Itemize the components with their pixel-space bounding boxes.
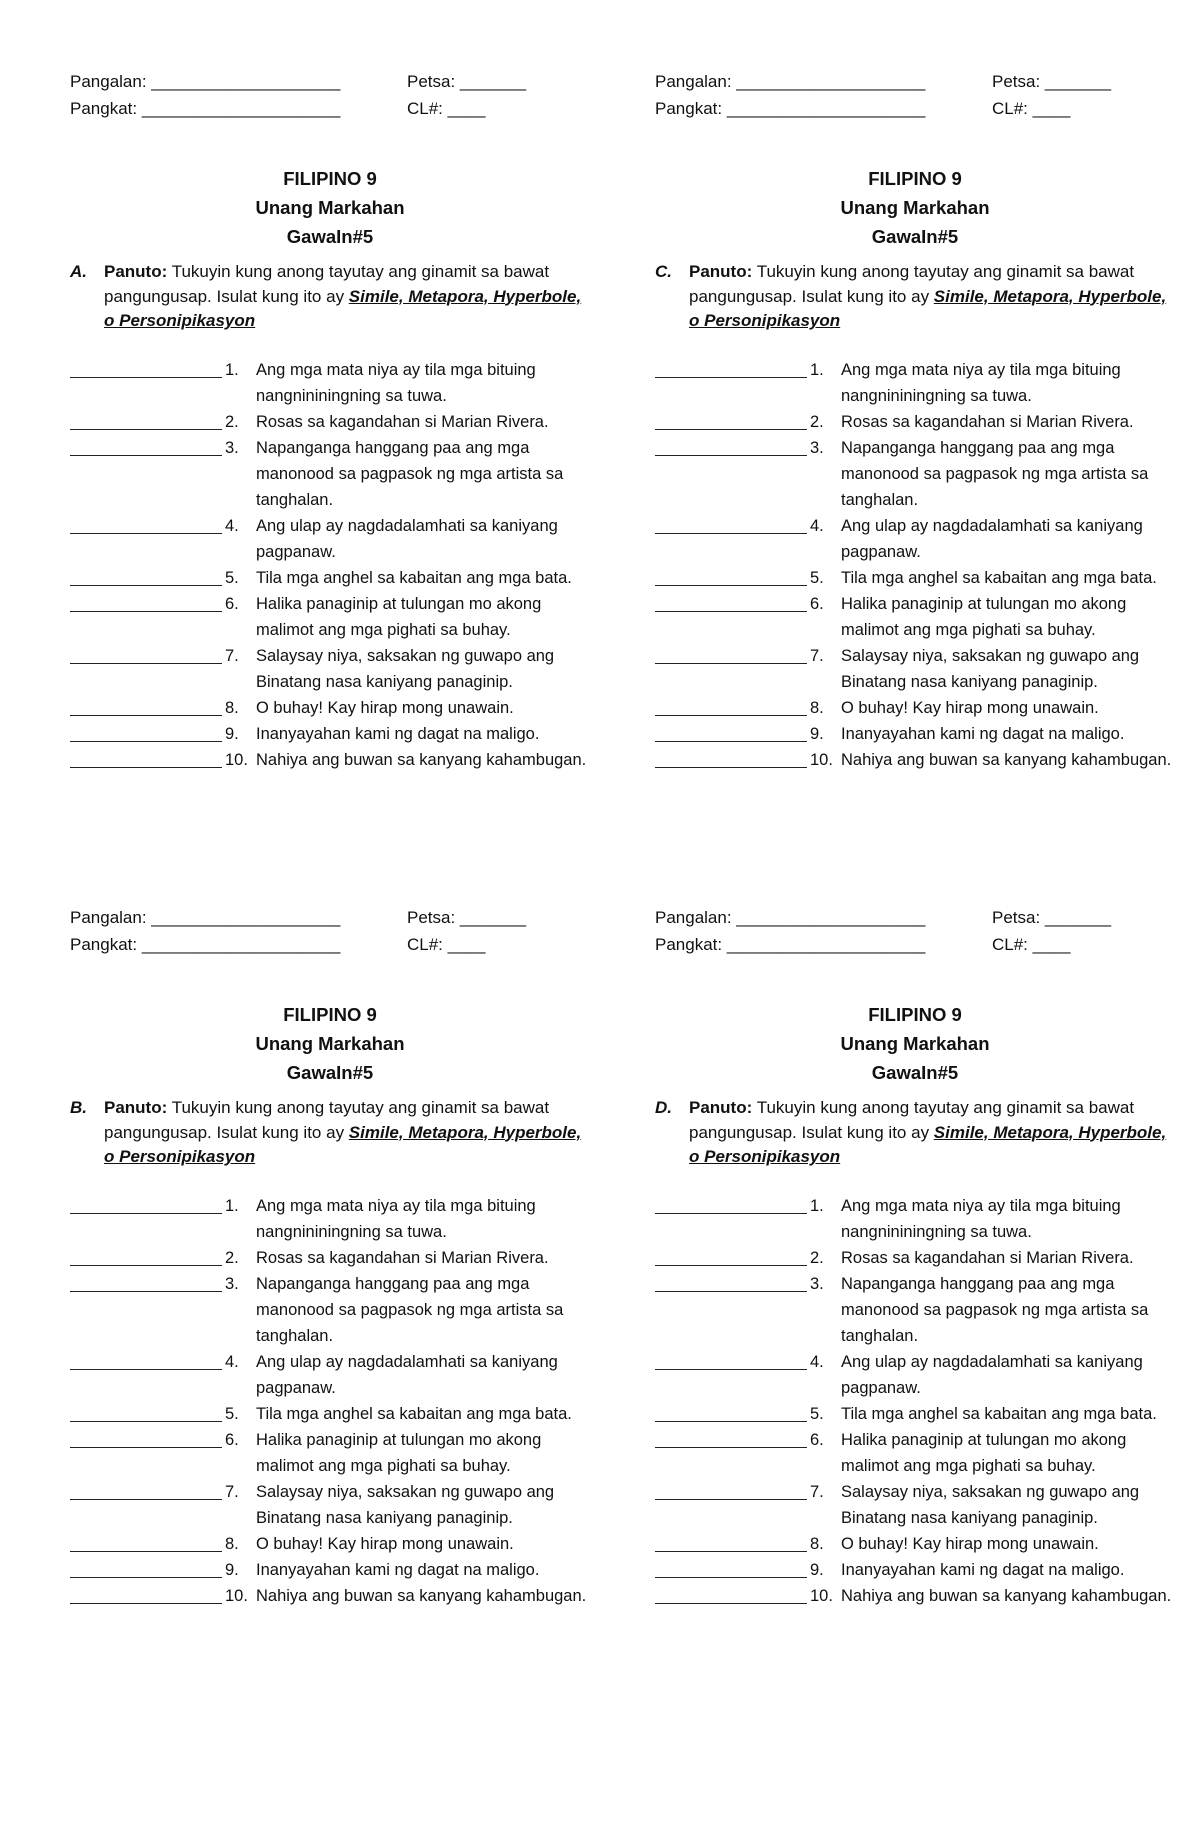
list-item xyxy=(70,1479,590,1531)
item-text: Salaysay niya, saksakan ng guwapo ang Binatang nasa kaniyang panaginip. xyxy=(841,646,1140,691)
item-number: 6. xyxy=(225,1430,239,1449)
list-item xyxy=(655,747,1175,773)
section-field[interactable]: Pangkat: _____________________ xyxy=(655,99,926,118)
list-item xyxy=(70,409,590,435)
list-item xyxy=(70,591,590,643)
item-number: 10. xyxy=(810,750,833,769)
item-text: Ang mga mata niya ay tila mga bituing nangnininingning sa tuwa. xyxy=(256,360,536,405)
item-number: 7. xyxy=(225,646,239,665)
student-info-header xyxy=(655,908,1175,962)
subject-title: FILIPINO 9 xyxy=(283,1004,377,1025)
item-list xyxy=(70,1193,590,1609)
item-number: 7. xyxy=(810,1482,824,1501)
activity-title: GawaIn#5 xyxy=(286,1062,374,1083)
item-text: Tila mga anghel sa kabaitan ang mga bata. xyxy=(256,568,572,587)
item-text: Nahiya ang buwan sa kanyang kahambugan. xyxy=(256,750,587,769)
section-letter: C. xyxy=(655,262,672,281)
list-item xyxy=(655,1531,1175,1557)
quarter-title: Unang Markahan xyxy=(840,197,990,218)
item-text: Rosas sa kagandahan si Marian Rivera. xyxy=(256,412,549,431)
directions-text: Tukuyin kung anong tayutay ang ginamit sa bawat pangungusap. Isulat kung ito ay xyxy=(689,262,1135,306)
item-text: Nahiya ang buwan sa kanyang kahambugan. xyxy=(256,1586,587,1605)
list-item xyxy=(655,435,1175,513)
list-item xyxy=(655,1349,1175,1401)
class-number-field[interactable]: CL#: ____ xyxy=(992,935,1071,954)
date-field[interactable]: Petsa: _______ xyxy=(407,72,527,91)
item-text: Tila mga anghel sa kabaitan ang mga bata. xyxy=(841,568,1157,587)
date-field[interactable]: Petsa: _______ xyxy=(992,72,1112,91)
activity-title: GawaIn#5 xyxy=(286,226,374,247)
directions-options: Simile, Metapora, Hyperbole, o Personipikasyon xyxy=(689,286,1167,330)
list-item xyxy=(655,1479,1175,1531)
item-text: Halika panaginip at tulungan mo akong malimot ang mga pighati sa buhay. xyxy=(841,1430,1127,1475)
answer-blank[interactable] xyxy=(655,1583,807,1604)
item-number: 9. xyxy=(225,1560,239,1579)
list-item xyxy=(655,513,1175,565)
answer-blank[interactable] xyxy=(70,565,222,586)
item-text: Ang mga mata niya ay tila mga bituing nangnininingning sa tuwa. xyxy=(841,360,1121,405)
item-number: 8. xyxy=(225,698,239,717)
answer-blank[interactable] xyxy=(655,747,807,768)
item-number: 4. xyxy=(225,516,239,535)
answer-blank[interactable] xyxy=(655,1557,807,1578)
answer-blank[interactable] xyxy=(70,1531,222,1552)
item-list xyxy=(655,1193,1175,1609)
list-item xyxy=(655,409,1175,435)
directions-options: Simile, Metapora, Hyperbole, o Personipikasyon xyxy=(104,286,582,330)
directions-label: Panuto: xyxy=(104,1098,168,1117)
item-text: Rosas sa kagandahan si Marian Rivera. xyxy=(841,412,1134,431)
answer-blank[interactable] xyxy=(70,1349,222,1370)
answer-blank[interactable] xyxy=(655,565,807,586)
item-text: Halika panaginip at tulungan mo akong malimot ang mga pighati sa buhay. xyxy=(256,1430,542,1475)
item-text: Tila mga anghel sa kabaitan ang mga bata. xyxy=(256,1404,572,1423)
item-text: O buhay! Kay hirap mong unawain. xyxy=(841,1534,1099,1553)
answer-blank[interactable] xyxy=(655,1245,807,1266)
list-item xyxy=(655,1193,1175,1245)
answer-blank[interactable] xyxy=(70,409,222,430)
item-number: 1. xyxy=(225,1196,239,1215)
list-item xyxy=(655,1583,1175,1609)
item-number: 1. xyxy=(810,360,824,379)
worksheet-d xyxy=(655,908,1175,1609)
subject-title: FILIPINO 9 xyxy=(283,168,377,189)
class-number-field[interactable]: CL#: ____ xyxy=(407,935,486,954)
answer-blank[interactable] xyxy=(655,1401,807,1422)
directions xyxy=(655,260,1175,334)
item-text: Napanganga hanggang paa ang mga manonood sa pagpasok ng mga artista sa tanghalan. xyxy=(256,438,564,509)
answer-blank[interactable] xyxy=(655,513,807,534)
item-text: Ang ulap ay nagdadalamhati sa kaniyang pagpanaw. xyxy=(256,516,558,561)
item-list xyxy=(70,357,590,773)
answer-blank[interactable] xyxy=(655,1531,807,1552)
item-number: 5. xyxy=(225,568,239,587)
item-text: Napanganga hanggang paa ang mga manonood sa pagpasok ng mga artista sa tanghalan. xyxy=(256,1274,564,1345)
item-number: 10. xyxy=(810,1586,833,1605)
answer-blank[interactable] xyxy=(655,643,807,664)
section-field[interactable]: Pangkat: _____________________ xyxy=(655,935,926,954)
date-field[interactable]: Petsa: _______ xyxy=(407,908,527,927)
item-number: 6. xyxy=(225,594,239,613)
item-text: O buhay! Kay hirap mong unawain. xyxy=(256,1534,514,1553)
directions-options: Simile, Metapora, Hyperbole, o Personipikasyon xyxy=(689,1122,1167,1166)
answer-blank[interactable] xyxy=(70,1583,222,1604)
list-item xyxy=(70,747,590,773)
item-list xyxy=(655,357,1175,773)
directions-label: Panuto: xyxy=(689,1098,753,1117)
item-number: 5. xyxy=(810,568,824,587)
answer-blank[interactable] xyxy=(70,1245,222,1266)
section-field[interactable]: Pangkat: _____________________ xyxy=(70,935,341,954)
answer-blank[interactable] xyxy=(70,643,222,664)
directions-text: Tukuyin kung anong tayutay ang ginamit sa bawat pangungusap. Isulat kung ito ay xyxy=(104,262,550,306)
list-item xyxy=(655,591,1175,643)
list-item xyxy=(70,357,590,409)
item-text: Tila mga anghel sa kabaitan ang mga bata. xyxy=(841,1404,1157,1423)
quarter-title: Unang Markahan xyxy=(255,1033,405,1054)
item-number: 3. xyxy=(810,438,824,457)
subject-title: FILIPINO 9 xyxy=(868,1004,962,1025)
directions-text: Tukuyin kung anong tayutay ang ginamit sa bawat pangungusap. Isulat kung ito ay xyxy=(104,1098,550,1142)
item-text: Salaysay niya, saksakan ng guwapo ang Binatang nasa kaniyang panaginip. xyxy=(256,646,555,691)
answer-blank[interactable] xyxy=(655,1349,807,1370)
list-item xyxy=(70,1557,590,1583)
list-item xyxy=(70,513,590,565)
item-text: Ang ulap ay nagdadalamhati sa kaniyang pagpanaw. xyxy=(841,516,1143,561)
name-field[interactable]: Pangalan: ____________________ xyxy=(70,72,341,91)
directions-options: Simile, Metapora, Hyperbole, o Personipikasyon xyxy=(104,1122,582,1166)
answer-blank[interactable] xyxy=(70,513,222,534)
list-item xyxy=(70,1271,590,1349)
item-text: Salaysay niya, saksakan ng guwapo ang Binatang nasa kaniyang panaginip. xyxy=(256,1482,555,1527)
name-field[interactable]: Pangalan: ____________________ xyxy=(655,72,926,91)
item-text: Salaysay niya, saksakan ng guwapo ang Binatang nasa kaniyang panaginip. xyxy=(841,1482,1140,1527)
item-number: 1. xyxy=(810,1196,824,1215)
list-item xyxy=(70,721,590,747)
list-item xyxy=(70,1427,590,1479)
item-text: Napanganga hanggang paa ang mga manonood sa pagpasok ng mga artista sa tanghalan. xyxy=(841,1274,1149,1345)
item-number: 5. xyxy=(810,1404,824,1423)
item-text: Ang mga mata niya ay tila mga bituing nangnininingning sa tuwa. xyxy=(256,1196,536,1241)
list-item xyxy=(70,565,590,591)
item-number: 9. xyxy=(810,724,824,743)
list-item xyxy=(70,1401,590,1427)
item-number: 7. xyxy=(225,1482,239,1501)
list-item xyxy=(70,435,590,513)
list-item xyxy=(655,695,1175,721)
item-number: 7. xyxy=(810,646,824,665)
answer-blank[interactable] xyxy=(70,747,222,768)
worksheet-titles xyxy=(655,164,1175,251)
student-info-header xyxy=(70,72,590,126)
item-text: Inanyayahan kami ng dagat na maligo. xyxy=(256,724,540,743)
student-info-header xyxy=(655,72,1175,126)
directions xyxy=(70,260,590,334)
item-text: Halika panaginip at tulungan mo akong malimot ang mga pighati sa buhay. xyxy=(256,594,542,639)
item-text: Nahiya ang buwan sa kanyang kahambugan. xyxy=(841,750,1172,769)
item-number: 4. xyxy=(810,1352,824,1371)
student-info-header xyxy=(70,908,590,962)
item-text: O buhay! Kay hirap mong unawain. xyxy=(841,698,1099,717)
item-number: 3. xyxy=(225,1274,239,1293)
section-letter: D. xyxy=(655,1098,672,1117)
item-number: 1. xyxy=(225,360,239,379)
directions xyxy=(70,1096,590,1170)
item-text: Rosas sa kagandahan si Marian Rivera. xyxy=(841,1248,1134,1267)
item-number: 5. xyxy=(225,1404,239,1423)
item-text: Ang mga mata niya ay tila mga bituing nangnininingning sa tuwa. xyxy=(841,1196,1121,1241)
item-number: 3. xyxy=(225,438,239,457)
list-item xyxy=(655,357,1175,409)
item-text: Napanganga hanggang paa ang mga manonood sa pagpasok ng mga artista sa tanghalan. xyxy=(841,438,1149,509)
directions-label: Panuto: xyxy=(104,262,168,281)
item-number: 8. xyxy=(810,1534,824,1553)
item-number: 6. xyxy=(810,1430,824,1449)
worksheet-b xyxy=(70,908,590,1609)
answer-blank[interactable] xyxy=(70,1271,222,1292)
list-item xyxy=(655,1401,1175,1427)
name-field[interactable]: Pangalan: ____________________ xyxy=(655,908,926,927)
answer-blank[interactable] xyxy=(655,1479,807,1500)
quarter-title: Unang Markahan xyxy=(255,197,405,218)
answer-blank[interactable] xyxy=(655,591,807,612)
activity-title: GawaIn#5 xyxy=(871,1062,959,1083)
item-number: 8. xyxy=(810,698,824,717)
date-field[interactable]: Petsa: _______ xyxy=(992,908,1112,927)
item-text: Ang ulap ay nagdadalamhati sa kaniyang pagpanaw. xyxy=(256,1352,558,1397)
answer-blank[interactable] xyxy=(655,357,807,378)
item-number: 2. xyxy=(225,1248,239,1267)
list-item xyxy=(655,721,1175,747)
item-number: 6. xyxy=(810,594,824,613)
worksheet-c xyxy=(655,72,1175,773)
quarter-title: Unang Markahan xyxy=(840,1033,990,1054)
directions-text: Tukuyin kung anong tayutay ang ginamit sa bawat pangungusap. Isulat kung ito ay xyxy=(689,1098,1135,1142)
item-text: Inanyayahan kami ng dagat na maligo. xyxy=(841,1560,1125,1579)
item-text: O buhay! Kay hirap mong unawain. xyxy=(256,698,514,717)
worksheet-a xyxy=(70,72,590,773)
answer-blank[interactable] xyxy=(70,591,222,612)
class-number-field[interactable]: CL#: ____ xyxy=(407,99,486,118)
list-item xyxy=(70,1349,590,1401)
item-number: 10. xyxy=(225,1586,248,1605)
list-item xyxy=(70,643,590,695)
item-text: Ang ulap ay nagdadalamhati sa kaniyang pagpanaw. xyxy=(841,1352,1143,1397)
item-number: 10. xyxy=(225,750,248,769)
item-text: Inanyayahan kami ng dagat na maligo. xyxy=(841,724,1125,743)
item-text: Rosas sa kagandahan si Marian Rivera. xyxy=(256,1248,549,1267)
worksheet-titles xyxy=(70,1000,590,1087)
item-number: 4. xyxy=(225,1352,239,1371)
answer-blank[interactable] xyxy=(70,695,222,716)
answer-blank[interactable] xyxy=(70,435,222,456)
list-item xyxy=(655,1427,1175,1479)
subject-title: FILIPINO 9 xyxy=(868,168,962,189)
list-item xyxy=(655,643,1175,695)
directions-label: Panuto: xyxy=(689,262,753,281)
answer-blank[interactable] xyxy=(655,435,807,456)
activity-title: GawaIn#5 xyxy=(871,226,959,247)
worksheet-titles xyxy=(655,1000,1175,1087)
answer-blank[interactable] xyxy=(655,1193,807,1214)
list-item xyxy=(655,1557,1175,1583)
section-field[interactable]: Pangkat: _____________________ xyxy=(70,99,341,118)
answer-blank[interactable] xyxy=(655,721,807,742)
list-item xyxy=(70,1193,590,1245)
answer-blank[interactable] xyxy=(70,721,222,742)
list-item xyxy=(70,695,590,721)
item-number: 2. xyxy=(810,1248,824,1267)
answer-blank[interactable] xyxy=(70,1557,222,1578)
directions xyxy=(655,1096,1175,1170)
item-number: 2. xyxy=(225,412,239,431)
answer-blank[interactable] xyxy=(70,1479,222,1500)
answer-blank[interactable] xyxy=(70,1427,222,1448)
answer-blank[interactable] xyxy=(655,695,807,716)
list-item xyxy=(655,565,1175,591)
answer-blank[interactable] xyxy=(70,357,222,378)
list-item xyxy=(655,1245,1175,1271)
answer-blank[interactable] xyxy=(70,1193,222,1214)
answer-blank[interactable] xyxy=(70,1401,222,1422)
answer-blank[interactable] xyxy=(655,1271,807,1292)
item-number: 3. xyxy=(810,1274,824,1293)
item-text: Halika panaginip at tulungan mo akong malimot ang mga pighati sa buhay. xyxy=(841,594,1127,639)
answer-blank[interactable] xyxy=(655,1427,807,1448)
worksheet-titles xyxy=(70,164,590,251)
list-item xyxy=(70,1245,590,1271)
item-number: 2. xyxy=(810,412,824,431)
answer-blank[interactable] xyxy=(655,409,807,430)
item-number: 9. xyxy=(225,724,239,743)
section-letter: B. xyxy=(70,1098,87,1117)
list-item xyxy=(70,1583,590,1609)
item-number: 4. xyxy=(810,516,824,535)
name-field[interactable]: Pangalan: ____________________ xyxy=(70,908,341,927)
item-number: 8. xyxy=(225,1534,239,1553)
list-item xyxy=(70,1531,590,1557)
item-number: 9. xyxy=(810,1560,824,1579)
item-text: Inanyayahan kami ng dagat na maligo. xyxy=(256,1560,540,1579)
section-letter: A. xyxy=(70,262,87,281)
item-text: Nahiya ang buwan sa kanyang kahambugan. xyxy=(841,1586,1172,1605)
list-item xyxy=(655,1271,1175,1349)
class-number-field[interactable]: CL#: ____ xyxy=(992,99,1071,118)
